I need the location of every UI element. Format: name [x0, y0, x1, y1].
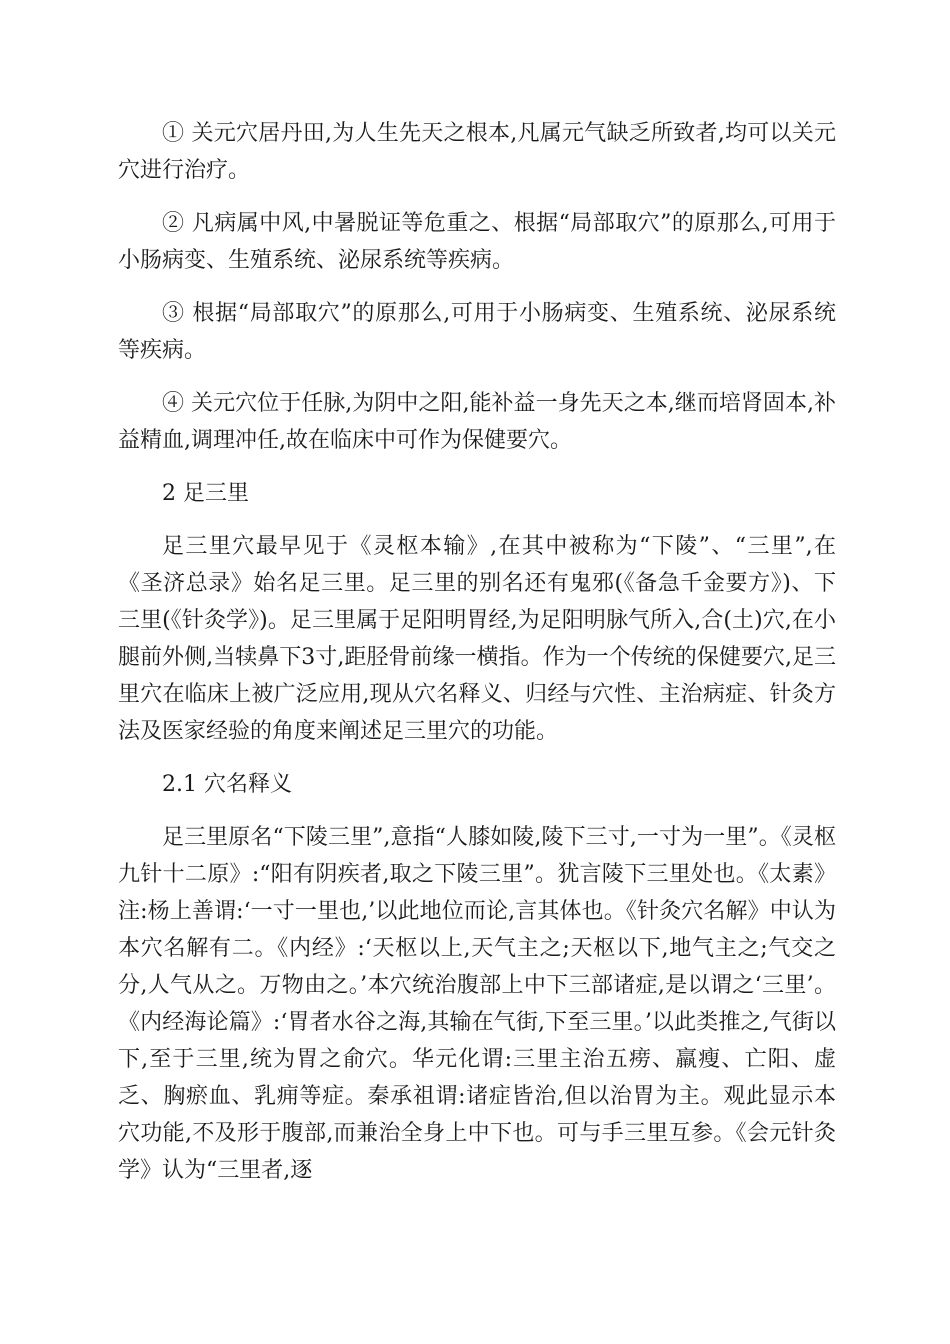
- paragraph-zusanli-intro: 足三里穴最早见于《灵枢本输》,在其中被称为“下陵”、“三里”,在《圣济总录》始名足三里。足三里的别名还有鬼邪(《备急千金要方》)、下三里(《针灸学》)。足三里属于足阳明胃经,为足阳明脉气所入,合(土)穴,在小腿前外侧,当犊鼻下3寸,距胫骨前缘一横指。作为一个传统的保健要穴,足三里穴在临床上被广泛应用,现从穴名释义、归经与穴性、主治病症、针灸方法及医家经验的角度来阐述足三里穴的功能。: [118, 534, 836, 744]
- paragraph-guanyuan-1: ① 关元穴居丹田,为人生先天之根本,凡属元气缺乏所致者,均可以关元穴进行治疗。: [118, 121, 836, 183]
- paragraph-guanyuan-4: ④ 关元穴位于任脉,为阴中之阳,能补益一身先天之本,继而培肾固本,补益精血,调理冲任,故在临床中可作为保健要穴。: [118, 391, 836, 453]
- subsection-heading-meaning: 2.1 穴名释义: [162, 772, 292, 797]
- paragraph-name-meaning: 足三里原名“下陵三里”,意指“人膝如陵,陵下三寸,一寸为一里”。《灵枢九针十二原》:“阳有阴疾者,取之下陵三里”。犹言陵下三里处也。《太素》注:杨上善谓:‘一寸一里也,’以此地位而论,言其体也。《针灸穴名解》中认为本穴名解有二。《内经》:‘天枢以上,天气主之;天枢以下,地气主之;气交之分,人气从之。万物由之。’本穴统治腹部上中下三部诸症,是以谓之‘三里’。《内经海论篇》:‘胃者水谷之海,其输在气街,下至三里。’以此类推之,气街以下,至于三里,统为胃之俞穴。华元化谓:三里主治五痨、羸瘦、亡阳、虚乏、胸瘀血、乳痈等症。秦承祖谓:诸症皆治,但以治胃为主。观此显示本穴功能,不及形于腹部,而兼治全身上中下也。可与手三里互参。《会元针灸学》认为“三里者,逐: [118, 825, 836, 1183]
- paragraph-guanyuan-3: ③ 根据“局部取穴”的原那么,可用于小肠病变、生殖系统、泌尿系统等疾病。: [118, 301, 836, 363]
- section-heading-zusanli: 2 足三里: [162, 481, 249, 506]
- paragraph-guanyuan-2: ② 凡病属中风,中暑脱证等危重之、根据“局部取穴”的原那么,可用于小肠病变、生殖系统、泌尿系统等疾病。: [118, 211, 836, 273]
- document-body: [118, 115, 836, 1205]
